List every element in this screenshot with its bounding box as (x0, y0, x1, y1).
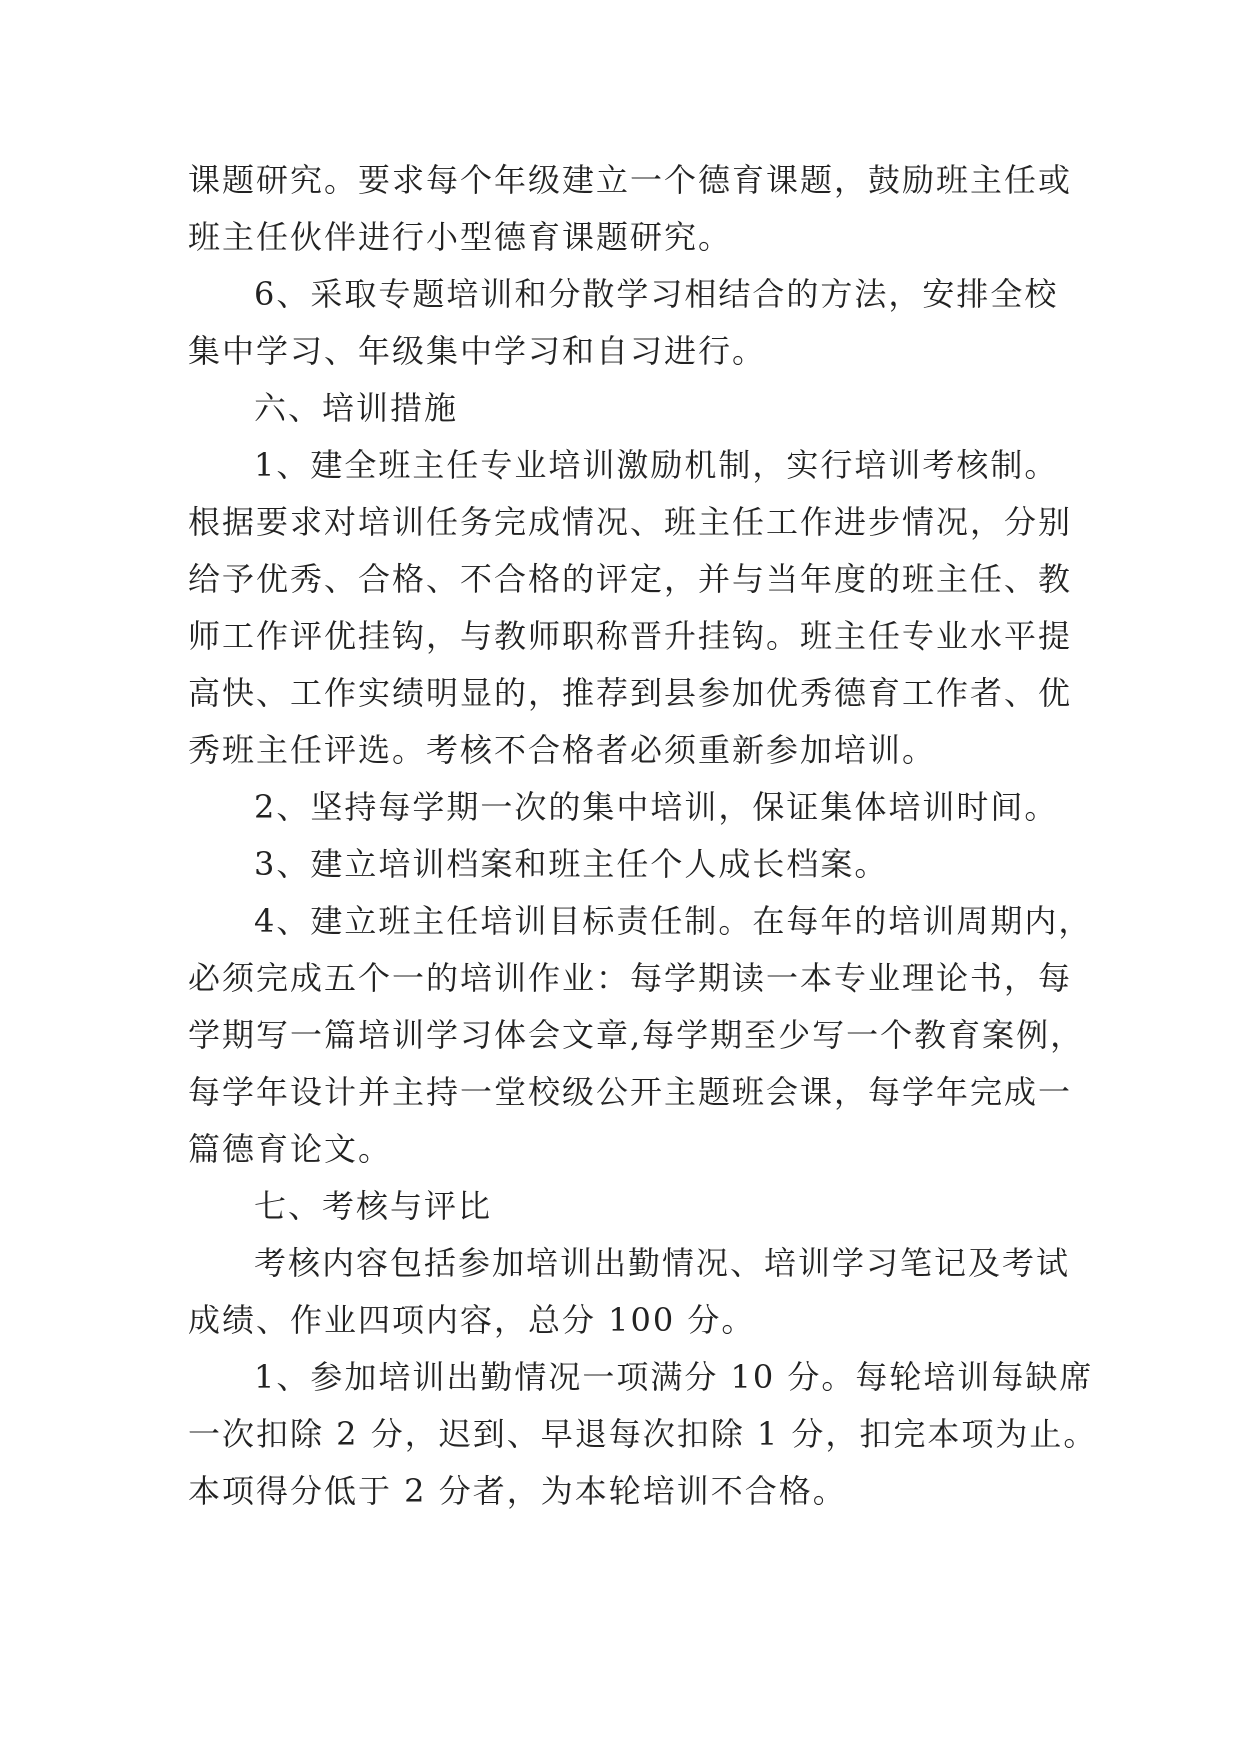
text-line: 必须完成五个一的培训作业：每学期读一本专业理论书，每 (188, 959, 1073, 997)
section-heading: 六、培训措施 (254, 389, 459, 427)
text-line: 考核内容包括参加培训出勤情况、培训学习笔记及考试 (254, 1244, 1071, 1282)
text-line: 根据要求对培训任务完成情况、班主任工作进步情况，分别 (188, 503, 1073, 541)
text-line: 课题研究。要求每个年级建立一个德育课题，鼓励班主任或 (188, 161, 1073, 199)
text-line: 秀班主任评选。考核不合格者必须重新参加培训。 (188, 731, 937, 769)
text-line: 3、建立培训档案和班主任个人成长档案。 (254, 845, 889, 883)
text-line: 篇德育论文。 (188, 1130, 393, 1168)
text-line: 给予优秀、合格、不合格的评定，并与当年度的班主任、教 (188, 560, 1073, 598)
text-line: 本项得分低于 2 分者，为本轮培训不合格。 (188, 1472, 847, 1510)
text-line: 2、坚持每学期一次的集中培训，保证集体培训时间。 (254, 788, 1059, 826)
text-line: 1、建全班主任专业培训激励机制，实行培训考核制。 (254, 446, 1059, 484)
text-line: 集中学习、年级集中学习和自习进行。 (188, 332, 767, 370)
text-line: 成绩、作业四项内容，总分 100 分。 (188, 1301, 756, 1339)
document-body (188, 152, 1098, 1520)
text-line: 4、建立班主任培训目标责任制。在每年的培训周期内， (254, 902, 1093, 940)
text-line: 班主任伙伴进行小型德育课题研究。 (188, 218, 733, 256)
section-heading: 七、考核与评比 (254, 1187, 493, 1225)
text-line: 师工作评优挂钩，与教师职称晋升挂钩。班主任专业水平提 (188, 617, 1073, 655)
text-line: 每学年设计并主持一堂校级公开主题班会课，每学年完成一 (188, 1073, 1073, 1111)
text-line: 6、采取专题培训和分散学习相结合的方法，安排全校 (254, 275, 1059, 313)
text-line: 一次扣除 2 分，迟到、早退每次扣除 1 分，扣完本项为止。 (188, 1415, 1098, 1453)
text-line: 高快、工作实绩明显的，推荐到县参加优秀德育工作者、优 (188, 674, 1073, 712)
text-line: 1、参加培训出勤情况一项满分 10 分。每轮培训每缺席 (254, 1358, 1094, 1396)
text-line: 学期写一篇培训学习体会文章,每学期至少写一个教育案例， (188, 1016, 1085, 1054)
